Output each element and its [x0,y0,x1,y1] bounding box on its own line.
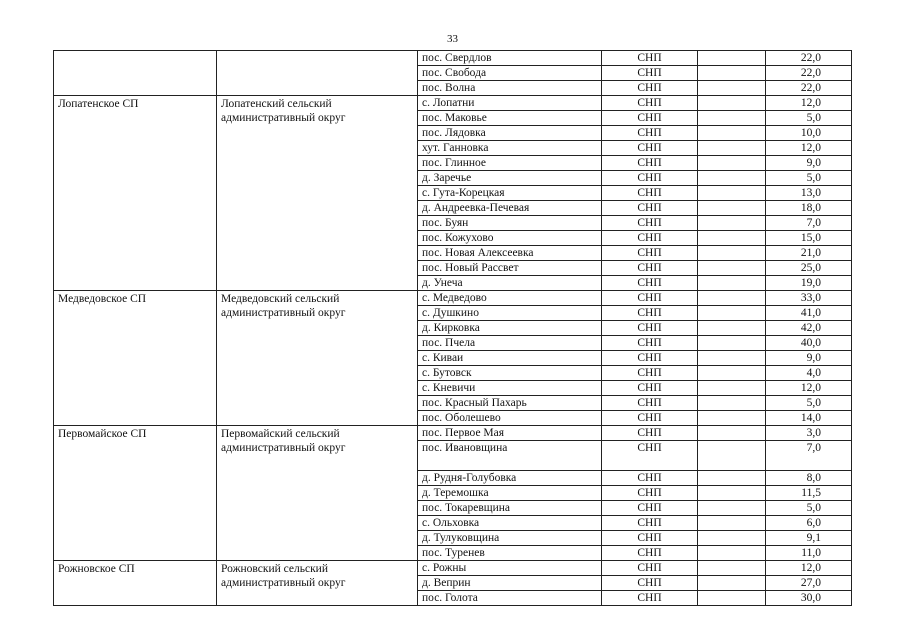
extra-cell [698,306,766,321]
type-cell: СНП [602,126,698,141]
type-cell: СНП [602,231,698,246]
table-body [54,51,852,606]
extra-cell [698,411,766,426]
value-cell: 5,0 [766,396,852,411]
extra-cell [698,186,766,201]
settlement-council-cell: Лопатенское СП [54,96,217,291]
settlement-cell: с. Рожны [418,561,602,576]
settlement-cell: с. Киваи [418,351,602,366]
value-cell: 11,0 [766,546,852,561]
type-cell: СНП [602,156,698,171]
settlement-cell: пос. Свердлов [418,51,602,66]
type-cell: СНП [602,201,698,216]
value-cell: 11,5 [766,486,852,501]
type-cell: СНП [602,366,698,381]
settlement-cell: пос. Ивановщина [418,441,602,471]
settlement-cell: с. Лопатни [418,96,602,111]
settlement-cell: пос. Кожухово [418,231,602,246]
type-cell: СНП [602,516,698,531]
okrug-cell: Лопатенский сельский административный округ [217,96,418,291]
type-cell: СНП [602,411,698,426]
type-cell: СНП [602,501,698,516]
extra-cell [698,111,766,126]
settlements-table [53,50,852,606]
table-row [54,51,852,66]
settlement-cell: пос. Пчела [418,336,602,351]
type-cell: СНП [602,96,698,111]
extra-cell [698,396,766,411]
extra-cell [698,246,766,261]
type-cell: СНП [602,591,698,606]
settlement-cell: пос. Токаревщина [418,501,602,516]
extra-cell [698,546,766,561]
settlement-cell: пос. Свобода [418,66,602,81]
type-cell: СНП [602,546,698,561]
settlement-cell: пос. Волна [418,81,602,96]
type-cell: СНП [602,351,698,366]
settlement-council-cell: Медведовское СП [54,291,217,426]
value-cell: 4,0 [766,366,852,381]
settlement-cell: пос. Туренев [418,546,602,561]
okrug-cell: Первомайский сельский административный округ [217,426,418,561]
type-cell: СНП [602,321,698,336]
value-cell: 6,0 [766,516,852,531]
value-cell: 18,0 [766,201,852,216]
settlement-cell: с. Бутовск [418,366,602,381]
type-cell: СНП [602,51,698,66]
settlement-cell: д. Веприн [418,576,602,591]
extra-cell [698,51,766,66]
settlement-cell: пос. Глинное [418,156,602,171]
settlement-cell: пос. Новая Алексеевка [418,246,602,261]
extra-cell [698,126,766,141]
extra-cell [698,576,766,591]
value-cell: 5,0 [766,501,852,516]
extra-cell [698,156,766,171]
table-row [54,291,852,306]
extra-cell [698,381,766,396]
type-cell: СНП [602,306,698,321]
page-number: 33 [447,33,458,45]
type-cell: СНП [602,576,698,591]
extra-cell [698,171,766,186]
value-cell: 5,0 [766,111,852,126]
extra-cell [698,201,766,216]
okrug-cell: Рожновский сельский административный округ [217,561,418,606]
type-cell: СНП [602,186,698,201]
table-row [54,426,852,441]
extra-cell [698,471,766,486]
type-cell: СНП [602,216,698,231]
value-cell: 33,0 [766,291,852,306]
extra-cell [698,366,766,381]
value-cell: 3,0 [766,426,852,441]
type-cell: СНП [602,471,698,486]
type-cell: СНП [602,261,698,276]
value-cell: 14,0 [766,411,852,426]
extra-cell [698,531,766,546]
extra-cell [698,66,766,81]
type-cell: СНП [602,246,698,261]
value-cell: 5,0 [766,171,852,186]
settlement-cell: д. Кирковка [418,321,602,336]
settlement-cell: д. Тулуковщина [418,531,602,546]
settlement-cell: пос. Лядовка [418,126,602,141]
extra-cell [698,141,766,156]
type-cell: СНП [602,81,698,96]
settlement-cell: пос. Оболешево [418,411,602,426]
value-cell: 9,0 [766,351,852,366]
settlement-cell: д. Андреевка-Печевая [418,201,602,216]
settlement-council-cell: Рожновское СП [54,561,217,606]
extra-cell [698,216,766,231]
type-cell: СНП [602,426,698,441]
okrug-cell: Медведовский сельский административный округ [217,291,418,426]
type-cell: СНП [602,276,698,291]
extra-cell [698,261,766,276]
type-cell: СНП [602,141,698,156]
extra-cell [698,501,766,516]
settlement-cell: с. Гута-Корецкая [418,186,602,201]
settlement-council-cell [54,51,217,96]
value-cell: 12,0 [766,561,852,576]
settlement-cell: хут. Ганновка [418,141,602,156]
extra-cell [698,231,766,246]
settlement-cell: д. Унеча [418,276,602,291]
settlement-council-cell: Первомайское СП [54,426,217,561]
extra-cell [698,351,766,366]
value-cell: 7,0 [766,216,852,231]
settlement-cell: с. Ольховка [418,516,602,531]
extra-cell [698,426,766,441]
value-cell: 13,0 [766,186,852,201]
extra-cell [698,276,766,291]
table-row [54,96,852,111]
type-cell: СНП [602,396,698,411]
value-cell: 7,0 [766,441,852,471]
value-cell: 12,0 [766,381,852,396]
value-cell: 8,0 [766,471,852,486]
value-cell: 15,0 [766,231,852,246]
settlement-cell: д. Теремошка [418,486,602,501]
type-cell: СНП [602,531,698,546]
type-cell: СНП [602,66,698,81]
value-cell: 22,0 [766,51,852,66]
type-cell: СНП [602,441,698,471]
type-cell: СНП [602,561,698,576]
value-cell: 42,0 [766,321,852,336]
settlement-cell: пос. Маковье [418,111,602,126]
extra-cell [698,516,766,531]
value-cell: 21,0 [766,246,852,261]
type-cell: СНП [602,486,698,501]
value-cell: 40,0 [766,336,852,351]
table-row [54,561,852,576]
type-cell: СНП [602,111,698,126]
settlement-cell: пос. Красный Пахарь [418,396,602,411]
extra-cell [698,321,766,336]
okrug-cell [217,51,418,96]
extra-cell [698,441,766,471]
type-cell: СНП [602,336,698,351]
value-cell: 25,0 [766,261,852,276]
settlement-cell: д. Заречье [418,171,602,186]
value-cell: 10,0 [766,126,852,141]
extra-cell [698,96,766,111]
settlement-cell: с. Душкино [418,306,602,321]
settlement-cell: пос. Новый Рассвет [418,261,602,276]
value-cell: 12,0 [766,96,852,111]
settlement-cell: пос. Первое Мая [418,426,602,441]
settlement-cell: д. Рудня-Голубовка [418,471,602,486]
extra-cell [698,81,766,96]
value-cell: 19,0 [766,276,852,291]
extra-cell [698,336,766,351]
type-cell: СНП [602,291,698,306]
value-cell: 41,0 [766,306,852,321]
value-cell: 27,0 [766,576,852,591]
value-cell: 9,1 [766,531,852,546]
value-cell: 22,0 [766,66,852,81]
value-cell: 9,0 [766,156,852,171]
value-cell: 22,0 [766,81,852,96]
extra-cell [698,291,766,306]
settlement-cell: с. Кневичи [418,381,602,396]
settlement-cell: пос. Буян [418,216,602,231]
settlement-cell: с. Медведово [418,291,602,306]
value-cell: 12,0 [766,141,852,156]
extra-cell [698,561,766,576]
type-cell: СНП [602,171,698,186]
value-cell: 30,0 [766,591,852,606]
extra-cell [698,591,766,606]
settlement-cell: пос. Голота [418,591,602,606]
type-cell: СНП [602,381,698,396]
extra-cell [698,486,766,501]
